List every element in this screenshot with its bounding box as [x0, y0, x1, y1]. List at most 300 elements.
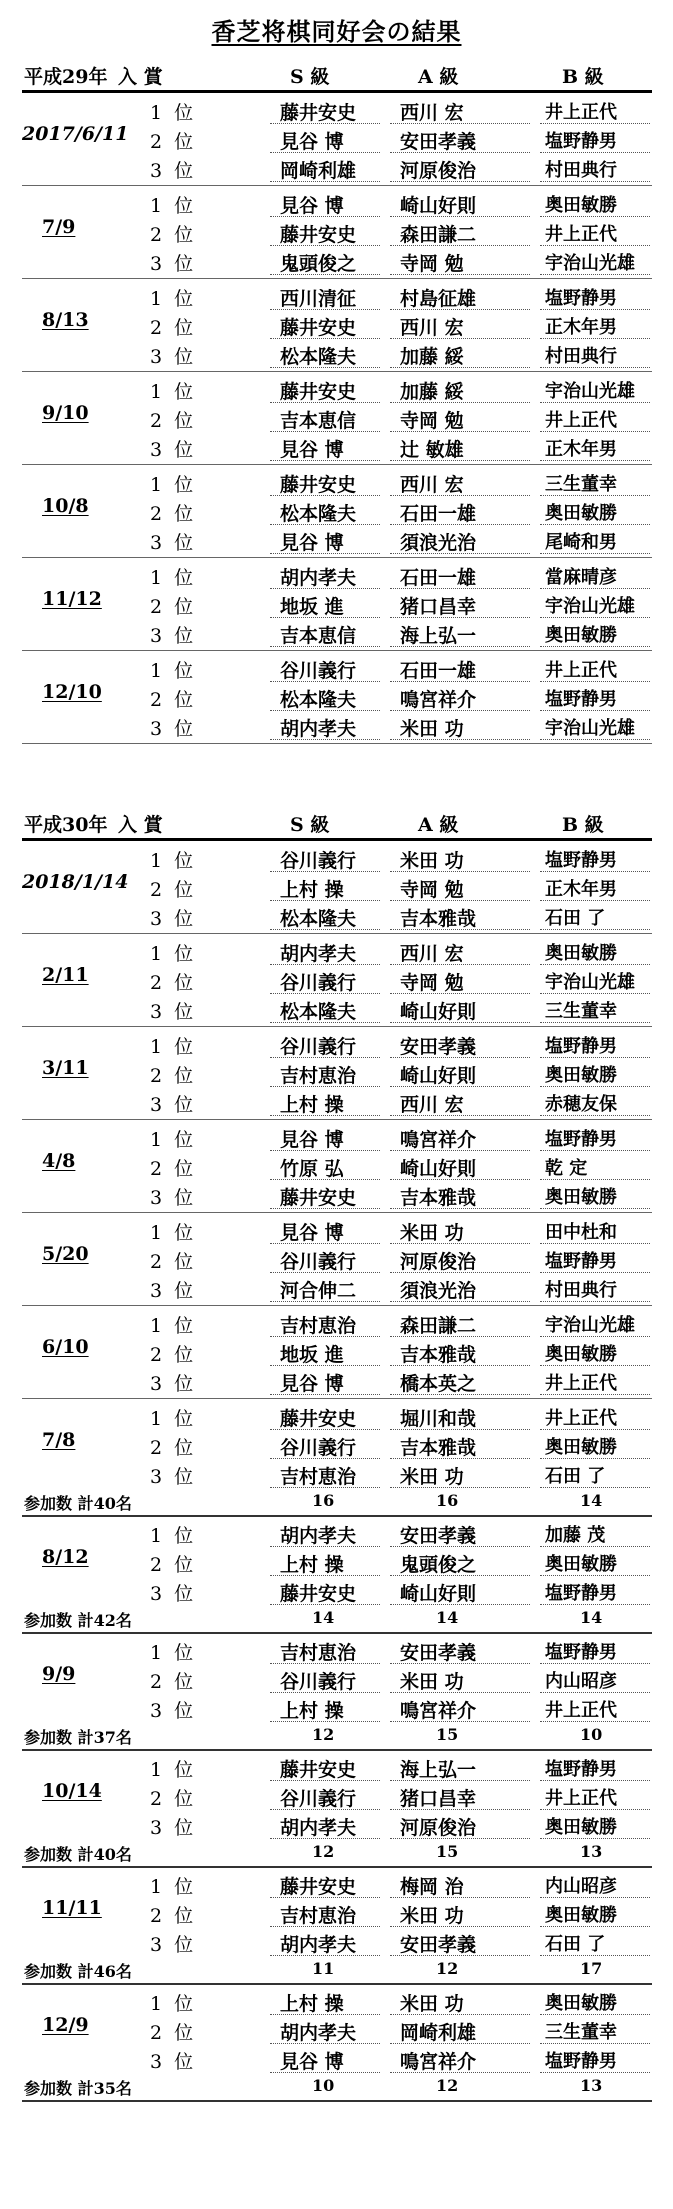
cell-dotted-underline	[390, 1838, 530, 1839]
winner-b-class: 奥田敏勝	[545, 195, 617, 216]
cell-dotted-underline	[390, 964, 530, 965]
col-header-a: A 級	[418, 66, 459, 88]
winner-s-class: 胡内孝夫	[280, 2022, 357, 2044]
event-separator	[22, 1305, 652, 1306]
rank-label: 2 位	[150, 596, 197, 618]
cell-dotted-underline	[270, 367, 380, 368]
rank-label: 2 位	[150, 879, 197, 901]
winner-a-class: 須浪光治	[400, 1280, 477, 1302]
page-title	[0, 12, 673, 47]
cell-dotted-underline	[390, 309, 530, 310]
rank-label: 3 位	[150, 1583, 197, 1605]
winner-b-class: 宇治山光雄	[545, 718, 635, 739]
rank-label: 2 位	[150, 689, 197, 711]
cell-dotted-underline	[390, 1429, 530, 1430]
rank-label: 2 位	[150, 1554, 197, 1576]
rank-label: 1 位	[150, 567, 197, 589]
winner-a-class: 吉本雅哉	[400, 1437, 477, 1459]
winner-a-class: 安田孝義	[400, 131, 477, 153]
count-s: 10	[312, 2076, 335, 2095]
winner-b-class: 井上正代	[545, 1788, 617, 1809]
winner-b-class: 宇治山光雄	[545, 253, 635, 274]
col-header-s: S 級	[290, 814, 330, 836]
winner-s-class: 谷川義行	[280, 1671, 357, 1693]
winner-a-class: 寺岡 勉	[400, 972, 464, 994]
count-a: 12	[436, 2076, 459, 2095]
cell-dotted-underline	[390, 1458, 530, 1459]
winner-s-class: 藤井安史	[280, 1876, 357, 1898]
cell-dotted-underline	[540, 929, 650, 930]
winner-a-class: 寺岡 勉	[400, 410, 464, 432]
cell-dotted-underline	[540, 2072, 650, 2073]
rank-label: 2 位	[150, 1788, 197, 1810]
rank-label: 1 位	[150, 288, 197, 310]
rank-label: 1 位	[150, 102, 197, 124]
cell-dotted-underline	[390, 929, 530, 930]
winner-a-class: 加藤 綏	[400, 381, 464, 403]
winner-s-class: 見谷 博	[280, 1222, 344, 1244]
event-date: 12/9	[42, 2014, 89, 2036]
winner-s-class: 藤井安史	[280, 381, 357, 403]
winner-b-class: 當麻晴彦	[545, 567, 617, 588]
count-b: 14	[580, 1608, 603, 1627]
cell-dotted-underline	[540, 1022, 650, 1023]
winner-s-class: 松本隆夫	[280, 1001, 357, 1023]
cell-dotted-underline	[390, 123, 530, 124]
cell-dotted-underline	[270, 123, 380, 124]
winner-s-class: 見谷 博	[280, 439, 344, 461]
rank-label: 3 位	[150, 346, 197, 368]
cell-dotted-underline	[390, 1487, 530, 1488]
cell-dotted-underline	[390, 1365, 530, 1366]
winner-s-class: 胡内孝夫	[280, 718, 357, 740]
cell-dotted-underline	[390, 1179, 530, 1180]
count-s: 12	[312, 1842, 335, 1861]
winner-s-class: 松本隆夫	[280, 689, 357, 711]
winner-a-class: 辻 敏雄	[400, 439, 464, 461]
rank-label: 2 位	[150, 1065, 197, 1087]
winner-a-class: 村島征雄	[400, 288, 477, 310]
winner-a-class: 崎山好則	[400, 195, 477, 217]
winner-b-class: 三生董幸	[545, 1001, 617, 1022]
cell-dotted-underline	[270, 1022, 380, 1023]
cell-dotted-underline	[540, 1663, 650, 1664]
rank-label: 3 位	[150, 532, 197, 554]
cell-dotted-underline	[390, 1955, 530, 1956]
cell-dotted-underline	[270, 871, 380, 872]
rank-label: 1 位	[150, 1642, 197, 1664]
cell-dotted-underline	[390, 1575, 530, 1576]
event-date: 8/12	[42, 1546, 89, 1568]
cell-dotted-underline	[270, 1546, 380, 1547]
cell-dotted-underline	[540, 1458, 650, 1459]
winner-a-class: 鳴宮祥介	[400, 2051, 477, 2073]
event-separator	[22, 650, 652, 651]
winner-s-class: 谷川義行	[280, 660, 357, 682]
year-header: 平成29年	[24, 66, 108, 88]
cell-dotted-underline	[270, 1394, 380, 1395]
rank-label: 2 位	[150, 1437, 197, 1459]
winner-a-class: 吉本雅哉	[400, 908, 477, 930]
cell-dotted-underline	[270, 1243, 380, 1244]
cell-dotted-underline	[390, 1115, 530, 1116]
cell-dotted-underline	[390, 681, 530, 682]
rank-label: 1 位	[150, 1993, 197, 2015]
winner-s-class: 谷川義行	[280, 850, 357, 872]
winner-a-class: 西川 宏	[400, 474, 464, 496]
winner-b-class: 奥田敏勝	[545, 1065, 617, 1086]
winner-a-class: 石田一雄	[400, 567, 477, 589]
event-date: 3/11	[42, 1057, 89, 1079]
cell-dotted-underline	[540, 1809, 650, 1810]
rank-label: 3 位	[150, 1187, 197, 1209]
cell-dotted-underline	[540, 2014, 650, 2015]
cell-dotted-underline	[270, 588, 380, 589]
cell-dotted-underline	[270, 1838, 380, 1839]
rank-label: 1 位	[150, 943, 197, 965]
winner-b-class: 井上正代	[545, 1408, 617, 1429]
rank-label: 3 位	[150, 1700, 197, 1722]
winner-s-class: 松本隆夫	[280, 908, 357, 930]
winner-s-class: 藤井安史	[280, 1408, 357, 1430]
cell-dotted-underline	[270, 2014, 380, 2015]
winner-b-class: 奥田敏勝	[545, 1905, 617, 1926]
winner-s-class: 上村 操	[280, 879, 344, 901]
cell-dotted-underline	[540, 1179, 650, 1180]
cell-dotted-underline	[390, 274, 530, 275]
cell-dotted-underline	[270, 553, 380, 554]
count-a: 16	[436, 1491, 459, 1510]
cell-dotted-underline	[390, 1301, 530, 1302]
winner-s-class: 見谷 博	[280, 195, 344, 217]
rank-label: 2 位	[150, 410, 197, 432]
winner-b-class: 奥田敏勝	[545, 1187, 617, 1208]
winner-a-class: 西川 宏	[400, 102, 464, 124]
cell-dotted-underline	[270, 617, 380, 618]
cell-dotted-underline	[270, 1179, 380, 1180]
col-header-rank: 入 賞	[118, 814, 163, 836]
cell-dotted-underline	[390, 524, 530, 525]
winner-s-class: 谷川義行	[280, 972, 357, 994]
winner-b-class: 正木年男	[545, 317, 617, 338]
cell-dotted-underline	[540, 1955, 650, 1956]
winner-a-class: 西川 宏	[400, 1094, 464, 1116]
winner-a-class: 石田一雄	[400, 503, 477, 525]
cell-dotted-underline	[540, 524, 650, 525]
rank-label: 2 位	[150, 1905, 197, 1927]
event-date: 2018/1/14	[22, 871, 129, 893]
cell-dotted-underline	[270, 739, 380, 740]
rank-label: 2 位	[150, 2022, 197, 2044]
cell-dotted-underline	[540, 1115, 650, 1116]
winner-a-class: 鳴宮祥介	[400, 1129, 477, 1151]
winner-a-class: 米田 功	[400, 850, 464, 872]
rank-label: 1 位	[150, 660, 197, 682]
cell-dotted-underline	[540, 181, 650, 182]
winner-b-class: 塩野静男	[545, 689, 617, 710]
event-separator	[22, 1983, 652, 1985]
winner-a-class: 鳴宮祥介	[400, 689, 477, 711]
winner-a-class: 鳴宮祥介	[400, 1700, 477, 1722]
winner-b-class: 赤穂友保	[545, 1094, 617, 1115]
winner-s-class: 谷川義行	[280, 1036, 357, 1058]
cell-dotted-underline	[390, 617, 530, 618]
cell-dotted-underline	[270, 993, 380, 994]
cell-dotted-underline	[540, 1429, 650, 1430]
participant-count: 参加数 計46名	[24, 1962, 132, 1981]
winner-a-class: 崎山好則	[400, 1065, 477, 1087]
cell-dotted-underline	[540, 871, 650, 872]
cell-dotted-underline	[540, 1336, 650, 1337]
rank-label: 2 位	[150, 503, 197, 525]
cell-dotted-underline	[540, 1086, 650, 1087]
cell-dotted-underline	[390, 646, 530, 647]
cell-dotted-underline	[270, 1272, 380, 1273]
winner-b-class: 尾崎和男	[545, 532, 617, 553]
rank-label: 3 位	[150, 625, 197, 647]
rank-label: 3 位	[150, 1934, 197, 1956]
winner-s-class: 吉村恵治	[280, 1905, 357, 1927]
cell-dotted-underline	[390, 1721, 530, 1722]
event-date: 9/10	[42, 402, 89, 424]
rank-label: 3 位	[150, 1001, 197, 1023]
winner-s-class: 藤井安史	[280, 1759, 357, 1781]
cell-dotted-underline	[540, 964, 650, 965]
rank-label: 2 位	[150, 1671, 197, 1693]
winner-a-class: 米田 功	[400, 1222, 464, 1244]
cell-dotted-underline	[390, 1150, 530, 1151]
cell-dotted-underline	[540, 646, 650, 647]
cell-dotted-underline	[540, 274, 650, 275]
rank-label: 1 位	[150, 1759, 197, 1781]
cell-dotted-underline	[270, 338, 380, 339]
rank-label: 3 位	[150, 2051, 197, 2073]
cell-dotted-underline	[270, 964, 380, 965]
cell-dotted-underline	[390, 1208, 530, 1209]
winner-b-class: 塩野静男	[545, 1583, 617, 1604]
winner-a-class: 森田謙二	[400, 1315, 477, 1337]
cell-dotted-underline	[390, 460, 530, 461]
event-date: 11/12	[42, 588, 102, 610]
cell-dotted-underline	[540, 1721, 650, 1722]
cell-dotted-underline	[390, 1809, 530, 1810]
winner-s-class: 河合伸二	[280, 1280, 357, 1302]
winner-s-class: 見谷 博	[280, 131, 344, 153]
event-date: 10/14	[42, 1780, 102, 1802]
winner-b-class: 井上正代	[545, 224, 617, 245]
cell-dotted-underline	[390, 1604, 530, 1605]
winner-b-class: 奥田敏勝	[545, 1993, 617, 2014]
count-a: 15	[436, 1725, 459, 1744]
winner-s-class: 見谷 博	[280, 1373, 344, 1395]
winner-a-class: 海上弘一	[400, 1759, 477, 1781]
winner-a-class: 鬼頭俊之	[400, 1554, 477, 1576]
cell-dotted-underline	[390, 2072, 530, 2073]
winner-b-class: 宇治山光雄	[545, 596, 635, 617]
winner-b-class: 奥田敏勝	[545, 1817, 617, 1838]
cell-dotted-underline	[270, 646, 380, 647]
rank-label: 3 位	[150, 1094, 197, 1116]
event-separator	[22, 1632, 652, 1634]
winner-b-class: 石田 了	[545, 1934, 606, 1955]
cell-dotted-underline	[540, 900, 650, 901]
cell-dotted-underline	[540, 1897, 650, 1898]
winner-s-class: 鬼頭俊之	[280, 253, 357, 275]
cell-dotted-underline	[390, 1022, 530, 1023]
winner-s-class: 谷川義行	[280, 1437, 357, 1459]
cell-dotted-underline	[270, 681, 380, 682]
cell-dotted-underline	[390, 1086, 530, 1087]
cell-dotted-underline	[540, 2043, 650, 2044]
cell-dotted-underline	[390, 1057, 530, 1058]
cell-dotted-underline	[540, 1150, 650, 1151]
winner-b-class: 井上正代	[545, 1700, 617, 1721]
winner-a-class: 森田謙二	[400, 224, 477, 246]
cell-dotted-underline	[390, 402, 530, 403]
page-title-text: 香芝将棋同好会の結果	[211, 17, 462, 46]
cell-dotted-underline	[390, 588, 530, 589]
winner-a-class: 猪口昌幸	[400, 596, 477, 618]
count-s: 14	[312, 1608, 335, 1627]
event-date: 8/13	[42, 309, 89, 331]
winner-s-class: 藤井安史	[280, 224, 357, 246]
winner-a-class: 猪口昌幸	[400, 1788, 477, 1810]
winner-s-class: 見谷 博	[280, 2051, 344, 2073]
winner-b-class: 三生董幸	[545, 474, 617, 495]
cell-dotted-underline	[540, 1301, 650, 1302]
event-separator	[22, 278, 652, 279]
rank-label: 2 位	[150, 1158, 197, 1180]
event-date: 7/9	[42, 216, 76, 238]
cell-dotted-underline	[390, 1926, 530, 1927]
cell-dotted-underline	[540, 1575, 650, 1576]
winner-b-class: 田中杜和	[545, 1222, 617, 1243]
winner-a-class: 寺岡 勉	[400, 879, 464, 901]
cell-dotted-underline	[270, 1365, 380, 1366]
event-separator	[22, 2100, 652, 2102]
cell-dotted-underline	[390, 1394, 530, 1395]
winner-a-class: 安田孝義	[400, 1642, 477, 1664]
cell-dotted-underline	[270, 1487, 380, 1488]
winner-s-class: 吉村恵治	[280, 1315, 357, 1337]
winner-s-class: 谷川義行	[280, 1788, 357, 1810]
cell-dotted-underline	[540, 338, 650, 339]
rank-label: 2 位	[150, 1251, 197, 1273]
rank-label: 1 位	[150, 474, 197, 496]
cell-dotted-underline	[270, 710, 380, 711]
header-rule	[22, 90, 652, 93]
cell-dotted-underline	[540, 1243, 650, 1244]
winner-a-class: 安田孝義	[400, 1036, 477, 1058]
cell-dotted-underline	[540, 1780, 650, 1781]
winner-a-class: 米田 功	[400, 718, 464, 740]
cell-dotted-underline	[390, 431, 530, 432]
cell-dotted-underline	[540, 710, 650, 711]
cell-dotted-underline	[390, 710, 530, 711]
cell-dotted-underline	[540, 553, 650, 554]
count-a: 12	[436, 1959, 459, 1978]
col-header-s: S 級	[290, 66, 330, 88]
cell-dotted-underline	[390, 871, 530, 872]
cell-dotted-underline	[270, 1721, 380, 1722]
winner-a-class: 岡崎利雄	[400, 2022, 477, 2044]
count-s: 16	[312, 1491, 335, 1510]
cell-dotted-underline	[270, 1208, 380, 1209]
cell-dotted-underline	[540, 152, 650, 153]
event-separator	[22, 185, 652, 186]
cell-dotted-underline	[540, 216, 650, 217]
year-header: 平成30年	[24, 814, 108, 836]
rank-label: 3 位	[150, 908, 197, 930]
winner-b-class: 塩野静男	[545, 1759, 617, 1780]
winner-s-class: 上村 操	[280, 1993, 344, 2015]
cell-dotted-underline	[270, 1809, 380, 1810]
cell-dotted-underline	[270, 929, 380, 930]
rank-label: 3 位	[150, 253, 197, 275]
winner-b-class: 塩野静男	[545, 1036, 617, 1057]
col-header-b: B 級	[562, 814, 604, 836]
cell-dotted-underline	[270, 152, 380, 153]
winner-s-class: 西川清征	[280, 288, 357, 310]
count-b: 13	[580, 2076, 603, 2095]
winner-b-class: 正木年男	[545, 439, 617, 460]
cell-dotted-underline	[270, 245, 380, 246]
rank-label: 1 位	[150, 1222, 197, 1244]
cell-dotted-underline	[270, 181, 380, 182]
count-s: 11	[312, 1959, 335, 1978]
winner-a-class: 河原俊治	[400, 1817, 477, 1839]
rank-label: 3 位	[150, 439, 197, 461]
participant-count: 参加数 計42名	[24, 1611, 132, 1630]
winner-a-class: 橋本英之	[400, 1373, 477, 1395]
winner-a-class: 吉本雅哉	[400, 1344, 477, 1366]
event-separator	[22, 1212, 652, 1213]
cell-dotted-underline	[270, 1955, 380, 1956]
cell-dotted-underline	[540, 1546, 650, 1547]
cell-dotted-underline	[540, 495, 650, 496]
rank-label: 1 位	[150, 1129, 197, 1151]
winner-b-class: 塩野静男	[545, 131, 617, 152]
winner-b-class: 塩野静男	[545, 2051, 617, 2072]
event-separator	[22, 557, 652, 558]
event-date: 2017/6/11	[22, 123, 129, 145]
winner-b-class: 奥田敏勝	[545, 1437, 617, 1458]
participant-count: 参加数 計35名	[24, 2079, 132, 2098]
cell-dotted-underline	[390, 1780, 530, 1781]
winner-a-class: 寺岡 勉	[400, 253, 464, 275]
winner-s-class: 胡内孝夫	[280, 943, 357, 965]
winner-a-class: 西川 宏	[400, 317, 464, 339]
winner-a-class: 米田 功	[400, 1671, 464, 1693]
winner-b-class: 塩野静男	[545, 288, 617, 309]
cell-dotted-underline	[270, 2043, 380, 2044]
winner-s-class: 吉村恵治	[280, 1065, 357, 1087]
rank-label: 3 位	[150, 1373, 197, 1395]
rank-label: 3 位	[150, 718, 197, 740]
event-date: 4/8	[42, 1150, 76, 1172]
winner-b-class: 井上正代	[545, 410, 617, 431]
winner-s-class: 谷川義行	[280, 1251, 357, 1273]
winner-b-class: 正木年男	[545, 879, 617, 900]
cell-dotted-underline	[390, 900, 530, 901]
winner-b-class: 塩野静男	[545, 850, 617, 871]
cell-dotted-underline	[390, 739, 530, 740]
cell-dotted-underline	[540, 402, 650, 403]
cell-dotted-underline	[270, 1057, 380, 1058]
rank-label: 3 位	[150, 1466, 197, 1488]
cell-dotted-underline	[270, 1575, 380, 1576]
cell-dotted-underline	[270, 1780, 380, 1781]
